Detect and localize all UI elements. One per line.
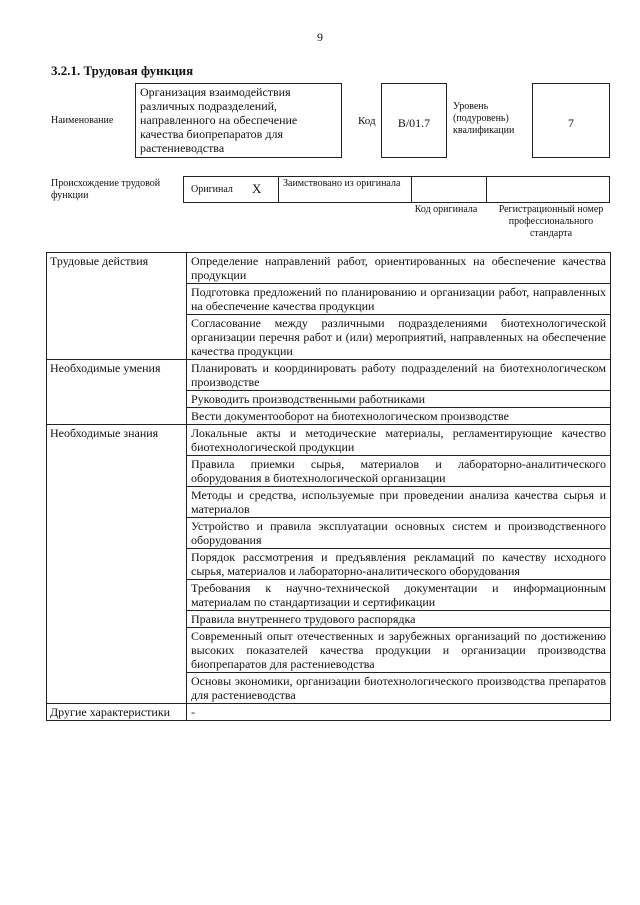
item-cell: Современный опыт отечественных и зарубежных организаций по достижению высоких показателей качества продукции и организации производства биопрепаратов для растениеводства xyxy=(187,628,611,673)
level-value-box: 7 xyxy=(532,83,610,158)
code-label: Код xyxy=(358,115,376,127)
item-cell: Порядок рассмотрения и предъявления рекламаций по качеству исходного сырья, материалов и лабораторно-аналитического оборудования xyxy=(187,549,611,580)
original-code-cell xyxy=(411,176,487,203)
table-row xyxy=(47,425,611,456)
category-cell: Необходимые умения xyxy=(47,360,187,425)
category-cell: Трудовые действия xyxy=(47,253,187,360)
section-heading: 3.2.1. Трудовая функция xyxy=(51,63,194,78)
item-cell: - xyxy=(187,704,611,721)
level-label: Уровень (подуровень) квалификации xyxy=(453,101,515,136)
function-details-table xyxy=(46,252,611,721)
function-name-box: Организация взаимодействия различных подразделений, направленного на обеспечение качества биопрепаратов для растениеводства xyxy=(135,83,342,158)
table-row xyxy=(47,704,611,721)
original-mark: X xyxy=(252,181,262,196)
category-cell: Другие характеристики xyxy=(47,704,187,721)
borrowed-cell xyxy=(278,176,412,203)
name-label: Наименование xyxy=(51,115,114,126)
original-cell xyxy=(183,176,279,203)
original-label: Оригинал xyxy=(191,184,233,195)
item-cell: Вести документооборот на биотехнологическом производстве xyxy=(187,408,611,425)
item-cell: Правила внутреннего трудового распорядка xyxy=(187,611,611,628)
code-value-box: B/01.7 xyxy=(381,83,447,158)
item-cell: Правила приемки сырья, материалов и лабораторно-аналитического оборудования в биотехнологической организации xyxy=(187,456,611,487)
item-cell: Согласование между различными подразделениями биотехнологической организации перечня работ и (или) мероприятий, направленных на обеспечение качества продукции xyxy=(187,315,611,360)
table-row xyxy=(47,253,611,284)
origin-row xyxy=(183,176,610,203)
item-cell: Определение направлений работ, ориентированных на обеспечение качества продукции xyxy=(187,253,611,284)
item-cell: Подготовка предложений по планированию и организации работ, направленных на обеспечение качества продукции xyxy=(187,284,611,315)
item-cell: Руководить производственными работниками xyxy=(187,391,611,408)
reg-number-caption: Регистрационный номер профессионального стандарта xyxy=(498,204,604,239)
item-cell: Требования к научно-технической документации и информационным материалам по стандартизации и сертификации xyxy=(187,580,611,611)
item-cell: Локальные акты и методические материалы, регламентирующие качество биотехнологической продукции xyxy=(187,425,611,456)
borrowed-label: Заимствовано из оригинала xyxy=(283,178,401,189)
category-cell: Необходимые знания xyxy=(47,425,187,704)
item-cell: Устройство и правила эксплуатации основных систем и производственного оборудования xyxy=(187,518,611,549)
reg-number-cell xyxy=(486,176,610,203)
table-row xyxy=(47,360,611,391)
code-original-caption: Код оригинала xyxy=(414,204,478,215)
item-cell: Основы экономики, организации биотехнологического производства препаратов для растениеводства xyxy=(187,673,611,704)
item-cell: Планировать и координировать работу подразделений на биотехнологическом производстве xyxy=(187,360,611,391)
page-number: 9 xyxy=(317,30,323,44)
item-cell: Методы и средства, используемые при проведении анализа качества сырья и материалов xyxy=(187,487,611,518)
origin-label: Происхождение трудовой функции xyxy=(51,178,161,201)
